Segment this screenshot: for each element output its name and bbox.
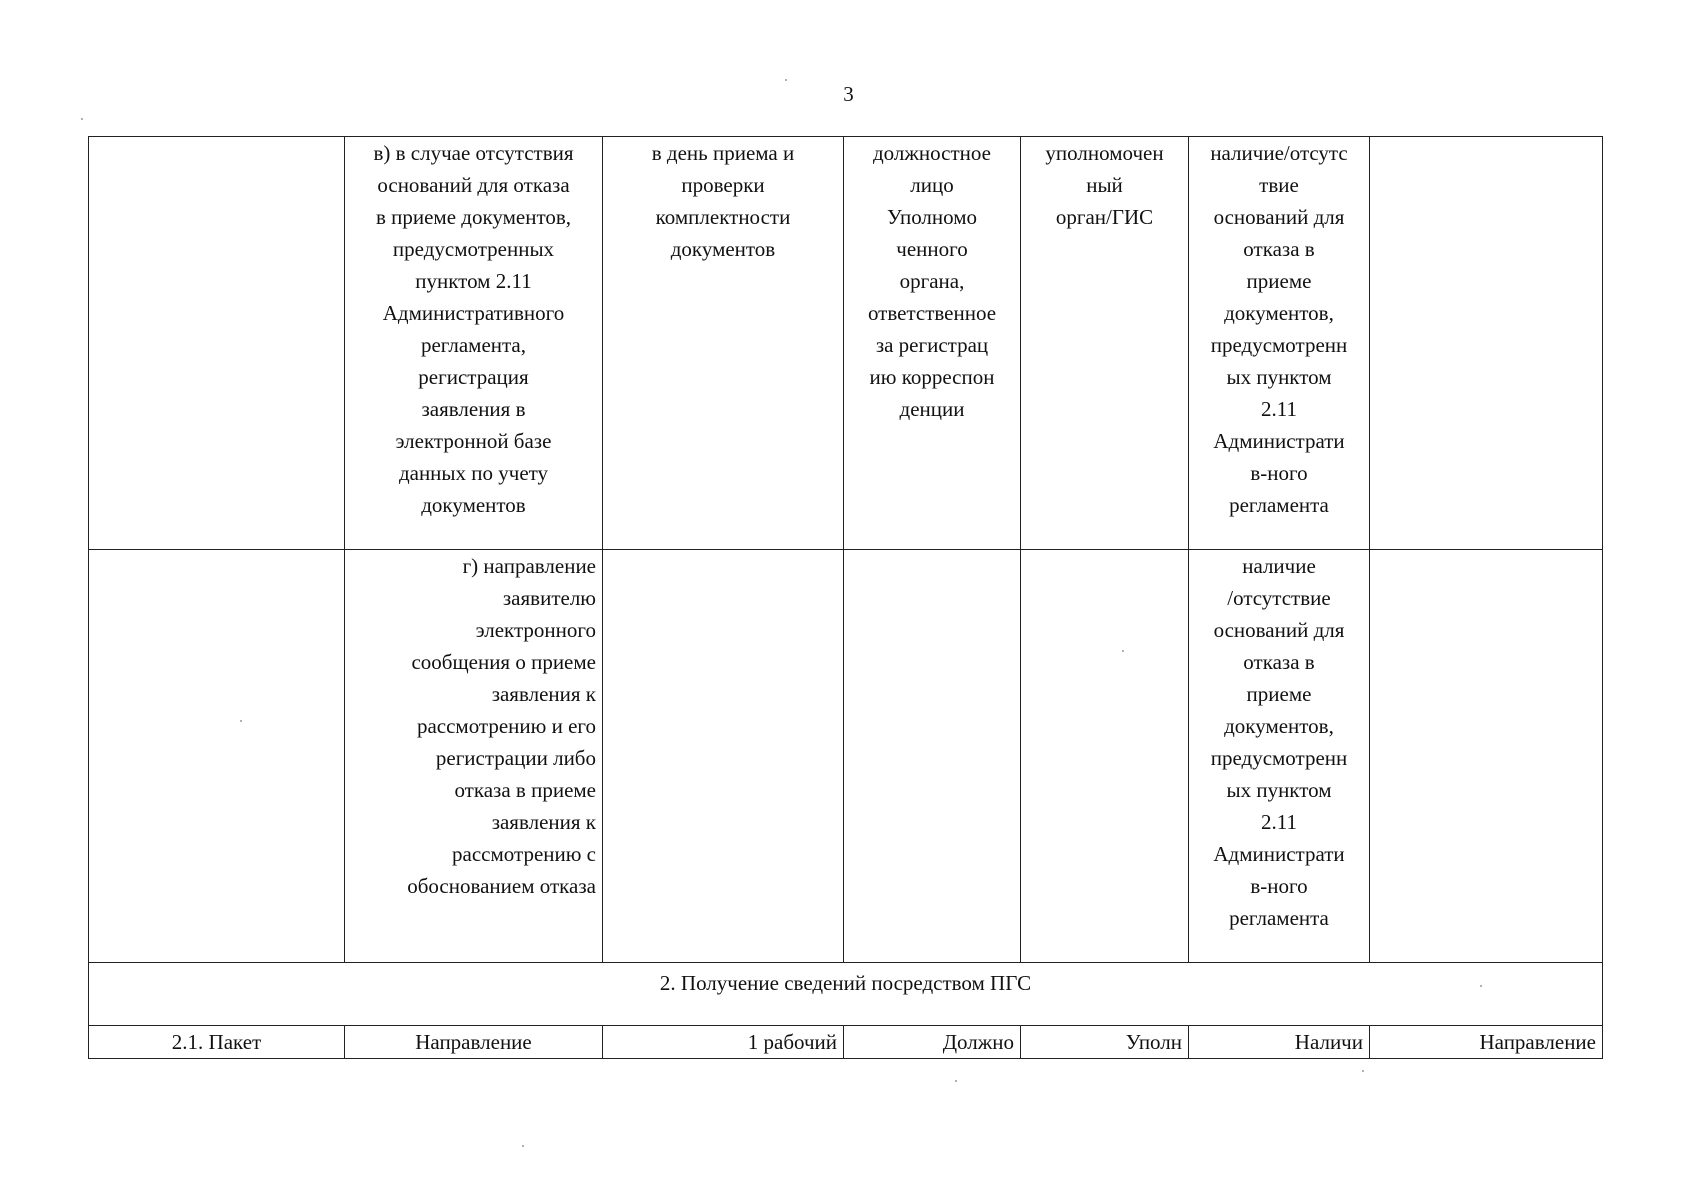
table-cell (89, 137, 345, 550)
table-row (89, 137, 1603, 550)
table-cell (89, 550, 345, 963)
deadline-cell: в день приема и проверки комплектности документов (603, 137, 844, 550)
step-number-cell: 2.1. Пакет (89, 1026, 345, 1059)
location-cell: уполномочен ный орган/ГИС (1021, 137, 1189, 550)
step-description-cell: г) направление заявителю электронного сообщения о приеме заявления к рассмотрению и его регистрации либо отказа в приеме заявления к рассмотрению с обоснованием отказа (345, 550, 603, 963)
scan-speck (81, 118, 83, 120)
scan-speck (1122, 650, 1124, 652)
location-cell (1021, 550, 1189, 963)
criteria-cell: наличие /отсутствие оснований для отказа в приеме документов, предусмотренн ых пунктом 2.11 Администрати в-ного регламента (1189, 550, 1370, 963)
page-number: 3 (843, 82, 854, 106)
scan-speck (955, 1080, 957, 1082)
result-cell: Направление (1370, 1026, 1603, 1059)
location-cell: Уполн (1021, 1026, 1189, 1059)
deadline-cell (603, 550, 844, 963)
table-row (89, 1026, 1603, 1059)
step-description-cell: в) в случае отсутствия оснований для отказа в приеме документов, предусмотренных пунктом 2.11 Административного регламента, регистрация заявления в электронной базе данных по учету документов (345, 137, 603, 550)
scan-speck (785, 79, 787, 81)
table-row (89, 550, 1603, 963)
scan-speck (1362, 1070, 1364, 1072)
step-description-cell: Направление (345, 1026, 603, 1059)
criteria-cell: Наличи (1189, 1026, 1370, 1059)
process-table (88, 136, 1603, 1059)
scan-speck (1480, 985, 1482, 987)
section-title: 2. Получение сведений посредством ПГС (89, 963, 1603, 1026)
scan-speck (240, 720, 242, 722)
responsible-person-cell: должностное лицо Уполномо ченного органа, ответственное за регистрац ию корреспон денции (844, 137, 1021, 550)
responsible-person-cell: Должно (844, 1026, 1021, 1059)
criteria-cell: наличие/отсутс твие оснований для отказа в приеме документов, предусмотренн ых пунктом 2.11 Администрати в-ного регламента (1189, 137, 1370, 550)
scan-speck (522, 1145, 524, 1147)
deadline-cell: 1 рабочий (603, 1026, 844, 1059)
responsible-person-cell (844, 550, 1021, 963)
section-row (89, 963, 1603, 1026)
result-cell (1370, 550, 1603, 963)
result-cell (1370, 137, 1603, 550)
